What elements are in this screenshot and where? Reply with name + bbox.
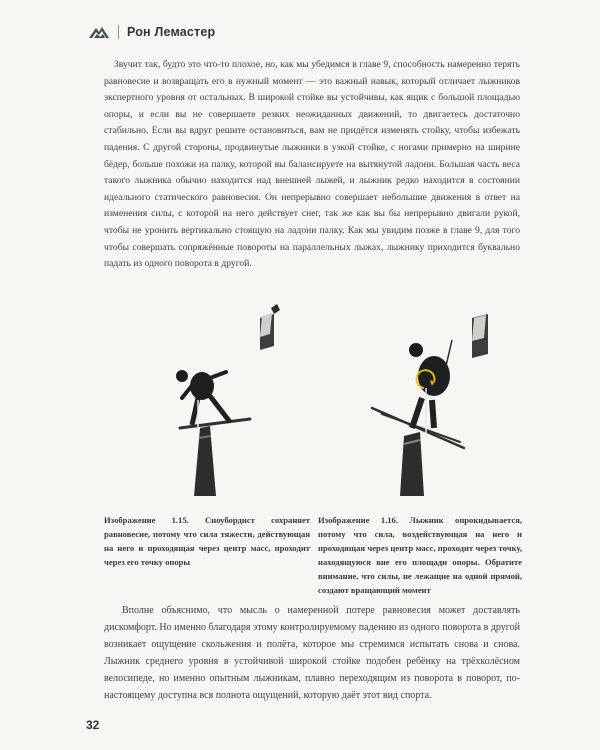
- body-paragraph-1: Звучит так, будто это что-то плохое, но, как мы убедимся в главе 9, способность намеренно терять равновесие и возвращать его в нужный момент — это важный навык, который отличает лыжников экспертного уровня от остальных. В широкой стойке вы устойчивы, как ящик с большой площадью опоры, и если вы не совершаете резких неожиданных движений, то двигаетесь достаточно стабильно. Если вы вдруг решите остановиться, вам не придётся изменять стойку, чтобы избежать падения. С другой стороны, продвинутые лыжники в узкой стойке, с ногами примерно на ширине бёдер, больше похожи на палку, которой вы балансируете на вытянутой ладони. Большая часть веса такого лыжника обычно находится над внешней лыжей, и лыжник редко находится в состоянии идеального статического равновесия. Он непрерывно совершает небольшие движения в ответ на изменения силы, с которой на него действует снег, так же как вы бы непрерывно двигали рукой, чтобы не уронить вертикально стоящую на ладони палку. Как мы увидим позже в главе 9, для того чтобы совершать сопряжённые повороты на параллельных лыжах, лыжнику приходится буквально падать из одного поворота в другой.: [104, 59, 520, 270]
- running-header: [88, 22, 215, 42]
- figure-caption-1-16: Изображение 1.16. Лыжник опрокидывается, потому что сила, воздействующая на него и проходящая через центр масс, проходит через точку, находящуюся вне его площади опоры. Обратите внимание, что силы, не лежащие на одной прямой, создают вращающий момент: [318, 515, 522, 595]
- page-number: 32: [86, 718, 100, 732]
- header-separator: [118, 25, 119, 39]
- body-paragraph-2: Вполне объяснимо, что мысль о намеренной потере равновесия может доставлять дискомфорт. Но именно благодаря этому контролируемому падению из одного поворота в другой возникает ощущение скольжения и полёта, которое мы стремимся испытать снова и снова. Лыжник среднего уровня в устойчивой широкой стойке подобен ребёнку на трёхколёсном велосипеде, но именно опытным лыжникам, плавно переходящим из поворота в поворот, по-настоящему доступна вся полнота ощущений, которую даёт этот вид спорта.: [104, 605, 520, 701]
- figure-caption-1-15: Изображение 1.15. Сноубордист сохраняет равновесие, потому что сила тяжести, действующая на него и проходящая через центр масс, проходит через его точку опоры: [104, 515, 310, 567]
- mountain-logo-icon: [88, 25, 110, 39]
- snowboarder-on-rail-image: [150, 288, 310, 498]
- skier-on-rail-image: [342, 288, 512, 498]
- author-name: Рон Лемастер: [127, 25, 216, 39]
